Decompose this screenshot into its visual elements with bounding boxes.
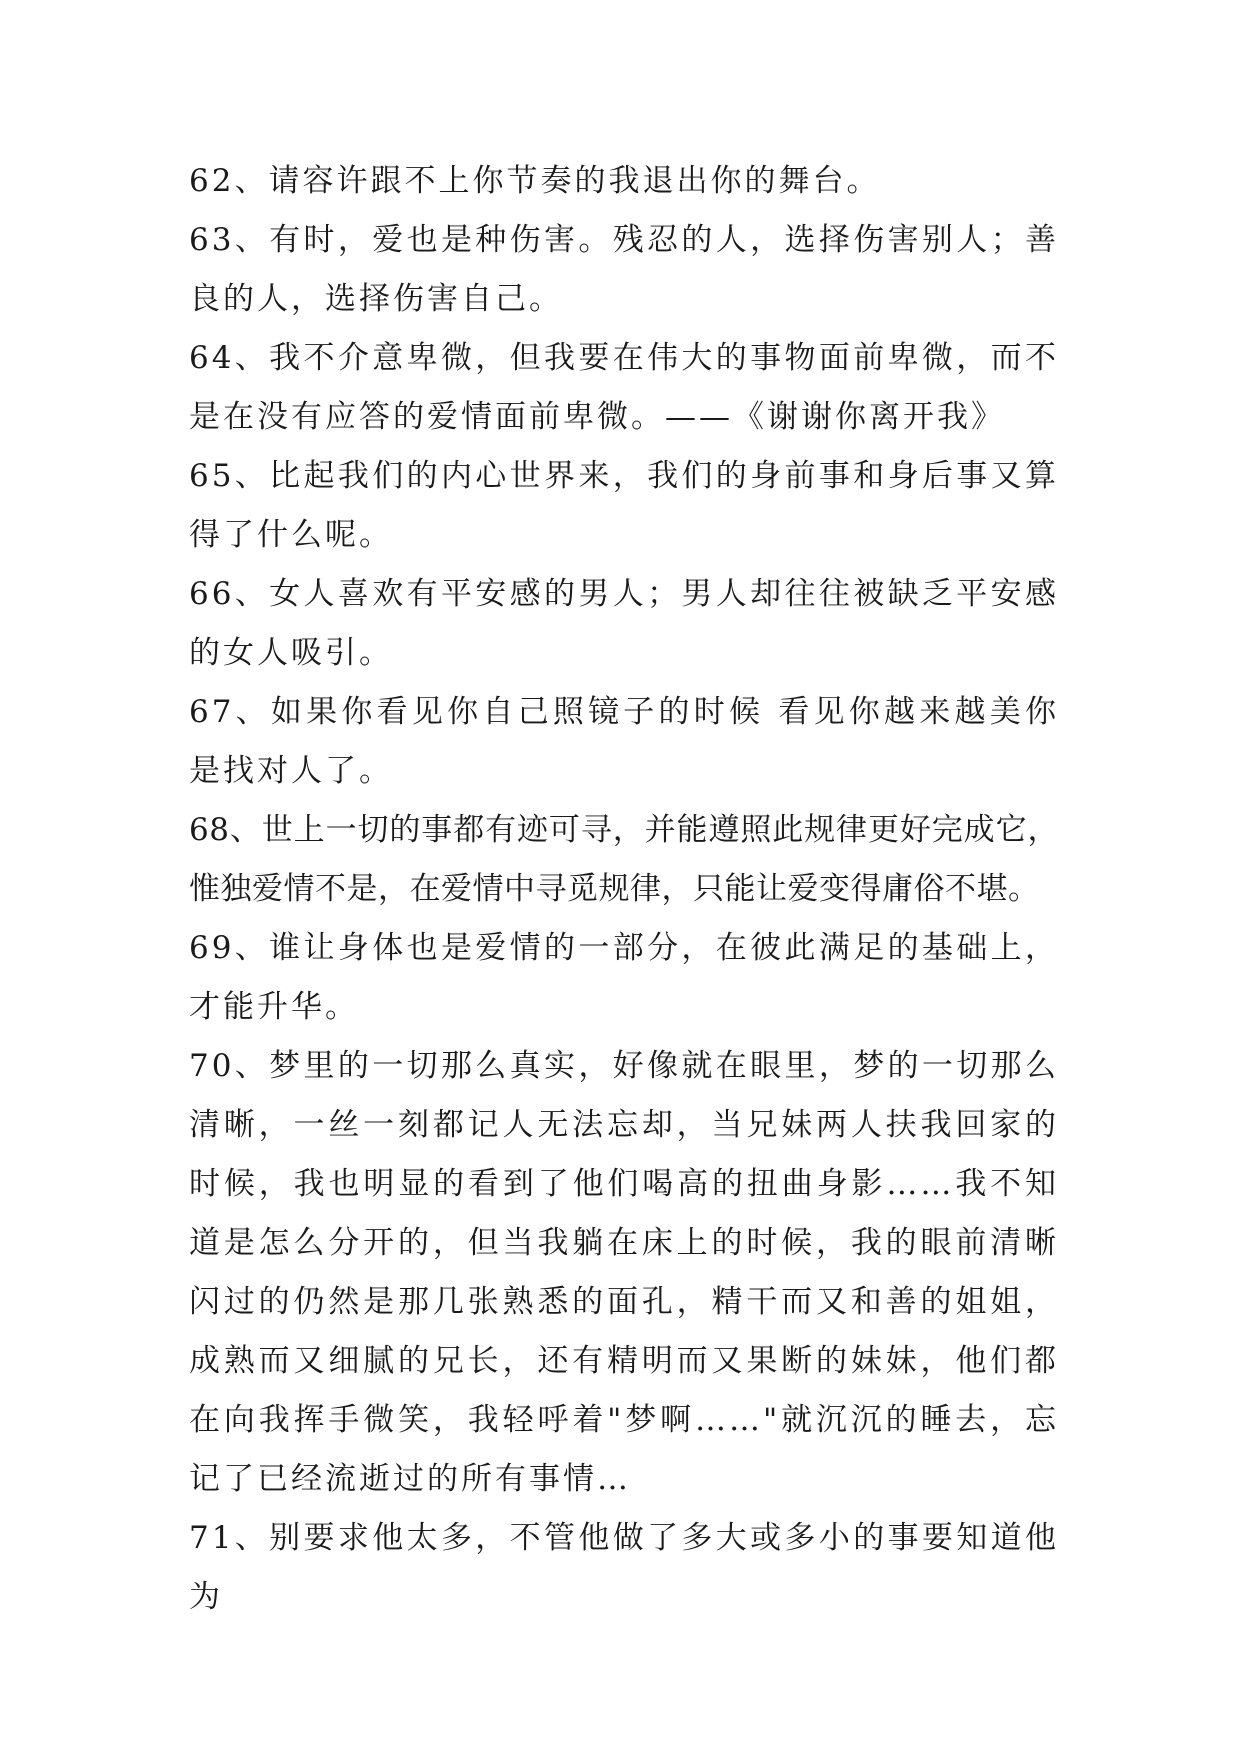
entry-64: 64、我不介意卑微，但我要在伟大的事物面前卑微，而不是在没有应答的爱情面前卑微。——《谢谢你离开我》: [189, 340, 1059, 435]
entry-68: 68、世上一切的事都有迹可寻，并能遵照此规律更好完成它，惟独爱情不是，在爱情中寻觅规律，只能让爱变得庸俗不堪。: [189, 812, 1059, 907]
entry-70: 70、梦里的一切那么真实，好像就在眼里，梦的一切那么清晰，一丝一刻都记人无法忘却，当兄妹两人扶我回家的时候，我也明显的看到了他们喝高的扭曲身影……我不知道是怎么分开的，但当我躺在床上的时候，我的眼前清晰闪过的仍然是那几张熟悉的面孔，精干而又和善的姐姐，成熟而又细腻的兄长，还有精明而又果断的妹妹，他们都在向我挥手微笑，我轻呼着"梦啊……"就沉沉的睡去，忘记了已经流逝过的所有事情…: [189, 1048, 1059, 1497]
entry-67: 67、如果你看见你自己照镜子的时候 看见你越来越美你是找对人了。: [189, 694, 1059, 789]
entry-69: 69、谁让身体也是爱情的一部分，在彼此满足的基础上，才能升华。: [189, 930, 1059, 1025]
entry-66: 66、女人喜欢有平安感的男人；男人却往往被缺乏平安感的女人吸引。: [189, 576, 1059, 671]
entry-65: 65、比起我们的内心世界来，我们的身前事和身后事又算得了什么呢。: [189, 458, 1059, 553]
entry-62: 62、请容许跟不上你节奏的我退出你的舞台。: [189, 163, 881, 199]
document-body: [189, 152, 1059, 1627]
entry-71: 71、别要求他太多，不管他做了多大或多小的事要知道他为: [189, 1520, 1059, 1615]
entry-63: 63、有时，爱也是种伤害。残忍的人，选择伤害别人；善良的人，选择伤害自己。: [189, 222, 1059, 317]
